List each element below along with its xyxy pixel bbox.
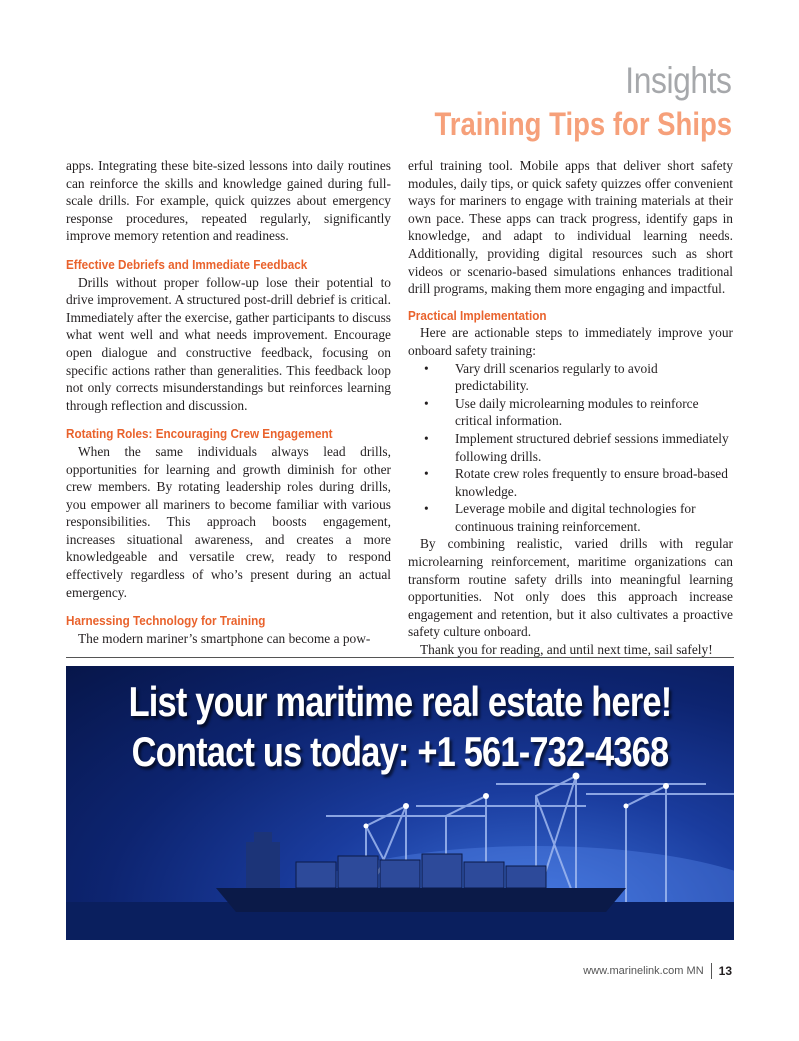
list-item: • Rotate crew roles frequently to ensure broad-based knowledge. — [424, 466, 728, 499]
article-column-right — [408, 157, 733, 659]
bullet-icon: • — [424, 360, 429, 376]
footer-separator — [711, 963, 712, 979]
list-item: • Implement structured debrief sessions immediately following drills. — [424, 430, 729, 464]
list-item: • Use daily microlearning modules to reinforce critical information. — [424, 395, 699, 429]
paragraph-rotating-roles: When the same individuals always lead drills, opportunities for learning and growth diminish for other crew members. By rotating leadership roles during drills, you empower all mariners to become familiar with various responsibilities. This approach boosts engagement, increases situational awareness, and creates a more knowledgeable and versatile crew, ready to respond effectively regardless of who’s present during an actual emergency. — [66, 443, 391, 600]
paragraph-apps-continued: apps. Integrating these bite-sized lessons into daily routines can reinforce the skills and knowledge gained during full-scale drills. For example, quick quizzes about emergency response procedures, repeated regularly, significantly improve memory retention and readiness. — [66, 158, 391, 244]
paragraph-technology: The modern mariner’s smartphone can become a pow- — [78, 630, 371, 646]
section-kicker: Insights — [625, 60, 732, 101]
bullet-icon: • — [424, 395, 429, 411]
bullet-icon: • — [424, 430, 429, 446]
paragraph-thanks: Thank you for reading, and until next time, sail safely! — [420, 642, 713, 658]
footer-url[interactable]: www.marinelink.com — [583, 965, 684, 977]
list-item: • Vary drill scenarios regularly to avoid predictability. — [424, 360, 658, 394]
ad-contact-phone[interactable]: Contact us today: +1 561-732-4368 — [131, 728, 669, 775]
article-column-left — [66, 157, 391, 647]
paragraph-mobile-apps: erful training tool. Mobile apps that deliver short safety modules, daily tips, or quick safety quizzes offer convenient ways for mariners to engage with training materials at their own pace. These apps can track progress, identify gaps in knowledge, and adapt to individual learning needs. Additionally, providing digital resources such as short videos or scenario-based simulations enhances traditional drill programs, making them more engaging and impactful. — [408, 158, 733, 297]
bullet-icon: • — [424, 501, 429, 517]
list-item: • Leverage mobile and digital technologies for continuous training reinforcement. — [424, 501, 696, 534]
tips-list — [408, 360, 733, 536]
heading-technology: Harnessing Technology for Training — [66, 613, 266, 629]
footer-publication: MN — [686, 965, 704, 977]
page-footer — [583, 963, 732, 979]
page-number: 13 — [718, 964, 732, 978]
heading-rotating-roles: Rotating Roles: Encouraging Crew Engagement — [66, 426, 333, 442]
heading-practical: Practical Implementation — [408, 307, 547, 323]
bullet-icon: • — [424, 466, 429, 482]
page-title: Training Tips for Ships — [434, 106, 732, 142]
paragraph-conclusion: By combining realistic, varied drills with regular microlearning reinforcement, maritime organizations can transform routine safety drills into meaningful learning opportunities. Not only does this approach increase engagement and retention, but it also cultivates a proactive safety culture onboard. — [408, 536, 733, 640]
paragraph-practical: Here are actionable steps to immediately improve your onboard safety training: — [408, 325, 733, 358]
section-divider — [66, 657, 734, 658]
paragraph-debriefs: Drills without proper follow-up lose their potential to drive improvement. A structured post-drill debrief is critical. Immediately after the exercise, gather participants to discuss what went well and what needs improvement. Encourage open dialogue and constructive feedback, focusing on specific actions rather than generalities. This feedback loop not only corrects misunderstandings but reinforces learning through reflection and discussion. — [66, 274, 391, 413]
heading-debriefs: Effective Debriefs and Immediate Feedback — [66, 256, 308, 272]
ad-headline: List your maritime real estate here! — [128, 678, 672, 725]
advertisement-banner[interactable] — [66, 666, 734, 940]
